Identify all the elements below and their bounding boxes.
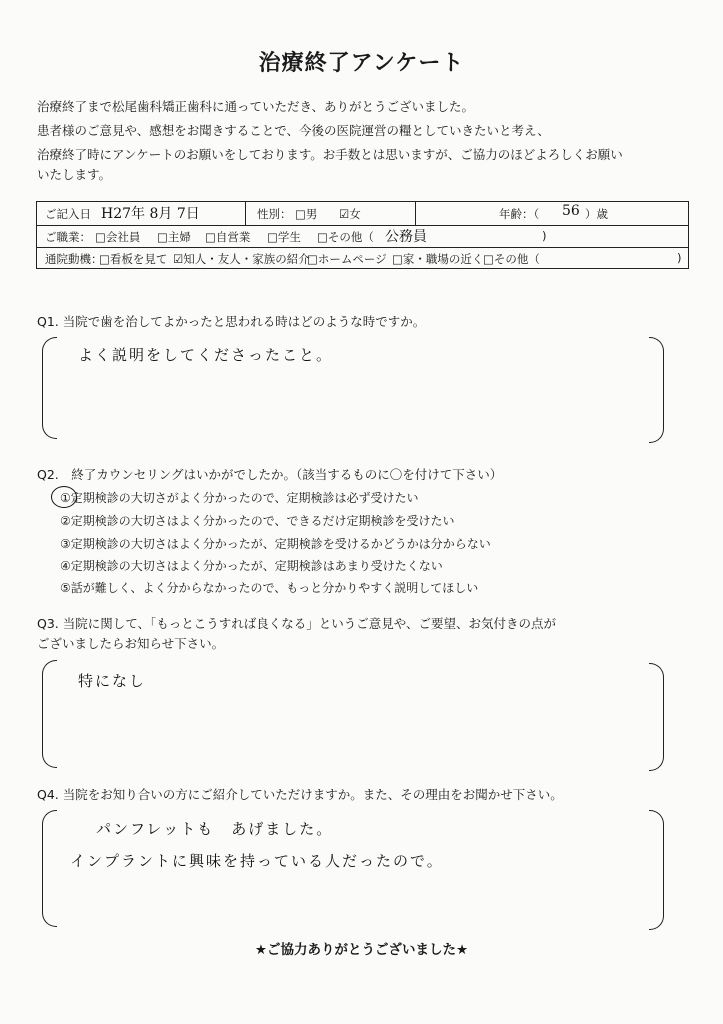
date-label: ご記入日 (45, 207, 91, 221)
gender-female-checkbox[interactable]: ☑女 (339, 207, 361, 221)
motive-close-paren: ) (677, 251, 682, 265)
job-option-other[interactable]: □その他（ (317, 230, 374, 244)
q3-answer[interactable]: 特になし (78, 672, 147, 690)
age-label: 年齢：（ (499, 207, 540, 221)
motive-option-signboard[interactable]: □看板を見て (99, 252, 168, 266)
age-value[interactable]: 56 (562, 203, 580, 219)
q3-question-line-2: ございましたらお知らせ下さい。 (37, 636, 225, 651)
q2-option-2[interactable]: ②定期検診の大切さはよく分かったので、できるだけ定期検診を受けたい (60, 514, 455, 528)
motive-option-referral[interactable]: ☑知人・友人・家族の紹介 (173, 252, 310, 266)
job-option-company[interactable]: □会社員 (95, 230, 141, 244)
q4-answer-bracket-right (649, 810, 664, 930)
q2-question: Q2. 終了カウンセリングはいかがでしたか。（該当するものに〇を付けて下さい） (37, 467, 503, 482)
job-close-paren: ) (542, 229, 547, 243)
motive-option-nearby[interactable]: □家・職場の近く (392, 252, 484, 266)
q1-question: Q1. 当院で歯を治してよかったと思われる時はどのような時ですか。 (37, 314, 426, 329)
q2-option-4[interactable]: ④定期検診の大切さはよく分かったが、定期検診はあまり受けたくない (60, 559, 443, 573)
intro-line-3: 治療終了時にアンケートのお願いをしております。お手数とは思いますが、ご協力のほどよろしくお願い (37, 147, 623, 162)
q1-answer[interactable]: よく説明をしてくださったこと。 (78, 346, 334, 364)
job-option-student[interactable]: □学生 (267, 230, 301, 244)
thanks-message: ★ご協力ありがとうございました★ (254, 942, 469, 958)
info-row-motive (37, 247, 688, 269)
age-suffix: ）歳 (585, 207, 608, 221)
q1-answer-bracket-left (42, 337, 57, 439)
info-row-job (37, 225, 688, 248)
job-option-self-employed[interactable]: □自営業 (205, 230, 251, 244)
job-label: ご職業： (45, 230, 91, 244)
patient-info-table (36, 201, 689, 269)
q3-question-line-1: Q3. 当院に関して、「もっとこうすれば良くなる」というご意見や、ご要望、お気付きの点が (37, 616, 556, 631)
info-row-date (37, 202, 688, 226)
job-other-value[interactable]: 公務員 (385, 229, 427, 245)
q2-option-1[interactable]: ①定期検診の大切さがよく分かったので、定期検診は必ず受けたい (60, 491, 419, 505)
motive-option-homepage[interactable]: □ホームページ (307, 252, 387, 266)
q2-option-5[interactable]: ⑤話が難しく、よく分からなかったので、もっと分かりやすく説明してほしい (60, 581, 479, 595)
motive-option-other[interactable]: □その他（ (483, 252, 540, 266)
intro-line-4: いたします。 (37, 167, 112, 182)
gender-male-checkbox[interactable]: □男 (295, 207, 318, 221)
motive-label: 通院動機： (45, 252, 103, 266)
date-value[interactable]: H27年 8月 7日 (101, 206, 200, 222)
q4-question: Q4. 当院をお知り合いの方にご紹介していただけますか。また、その理由をお聞かせ下さい。 (37, 787, 563, 802)
q4-answer-bracket-left (42, 810, 57, 927)
intro-line-2: 患者様のご意見や、感想をお聞きすることで、今後の医院運営の糧としていきたいと考え、 (37, 123, 550, 138)
gender-label: 性別： (257, 207, 292, 221)
q3-answer-bracket-right (649, 663, 664, 771)
q4-answer-line-2[interactable]: インプラントに興味を持っている人だったので。 (70, 852, 444, 870)
q1-answer-bracket-right (649, 337, 664, 443)
q3-answer-bracket-left (42, 660, 57, 768)
job-option-housewife[interactable]: □主婦 (157, 230, 191, 244)
page-title: 治療終了アンケート (258, 51, 465, 76)
q4-answer-line-1[interactable]: パンフレットも あげました。 (96, 820, 334, 838)
intro-line-1: 治療終了まで松尾歯科矯正歯科に通っていただき、ありがとうございました。 (37, 99, 475, 114)
q2-option-3[interactable]: ③定期検診の大切さはよく分かったが、定期検診を受けるかどうかは分からない (60, 537, 491, 551)
